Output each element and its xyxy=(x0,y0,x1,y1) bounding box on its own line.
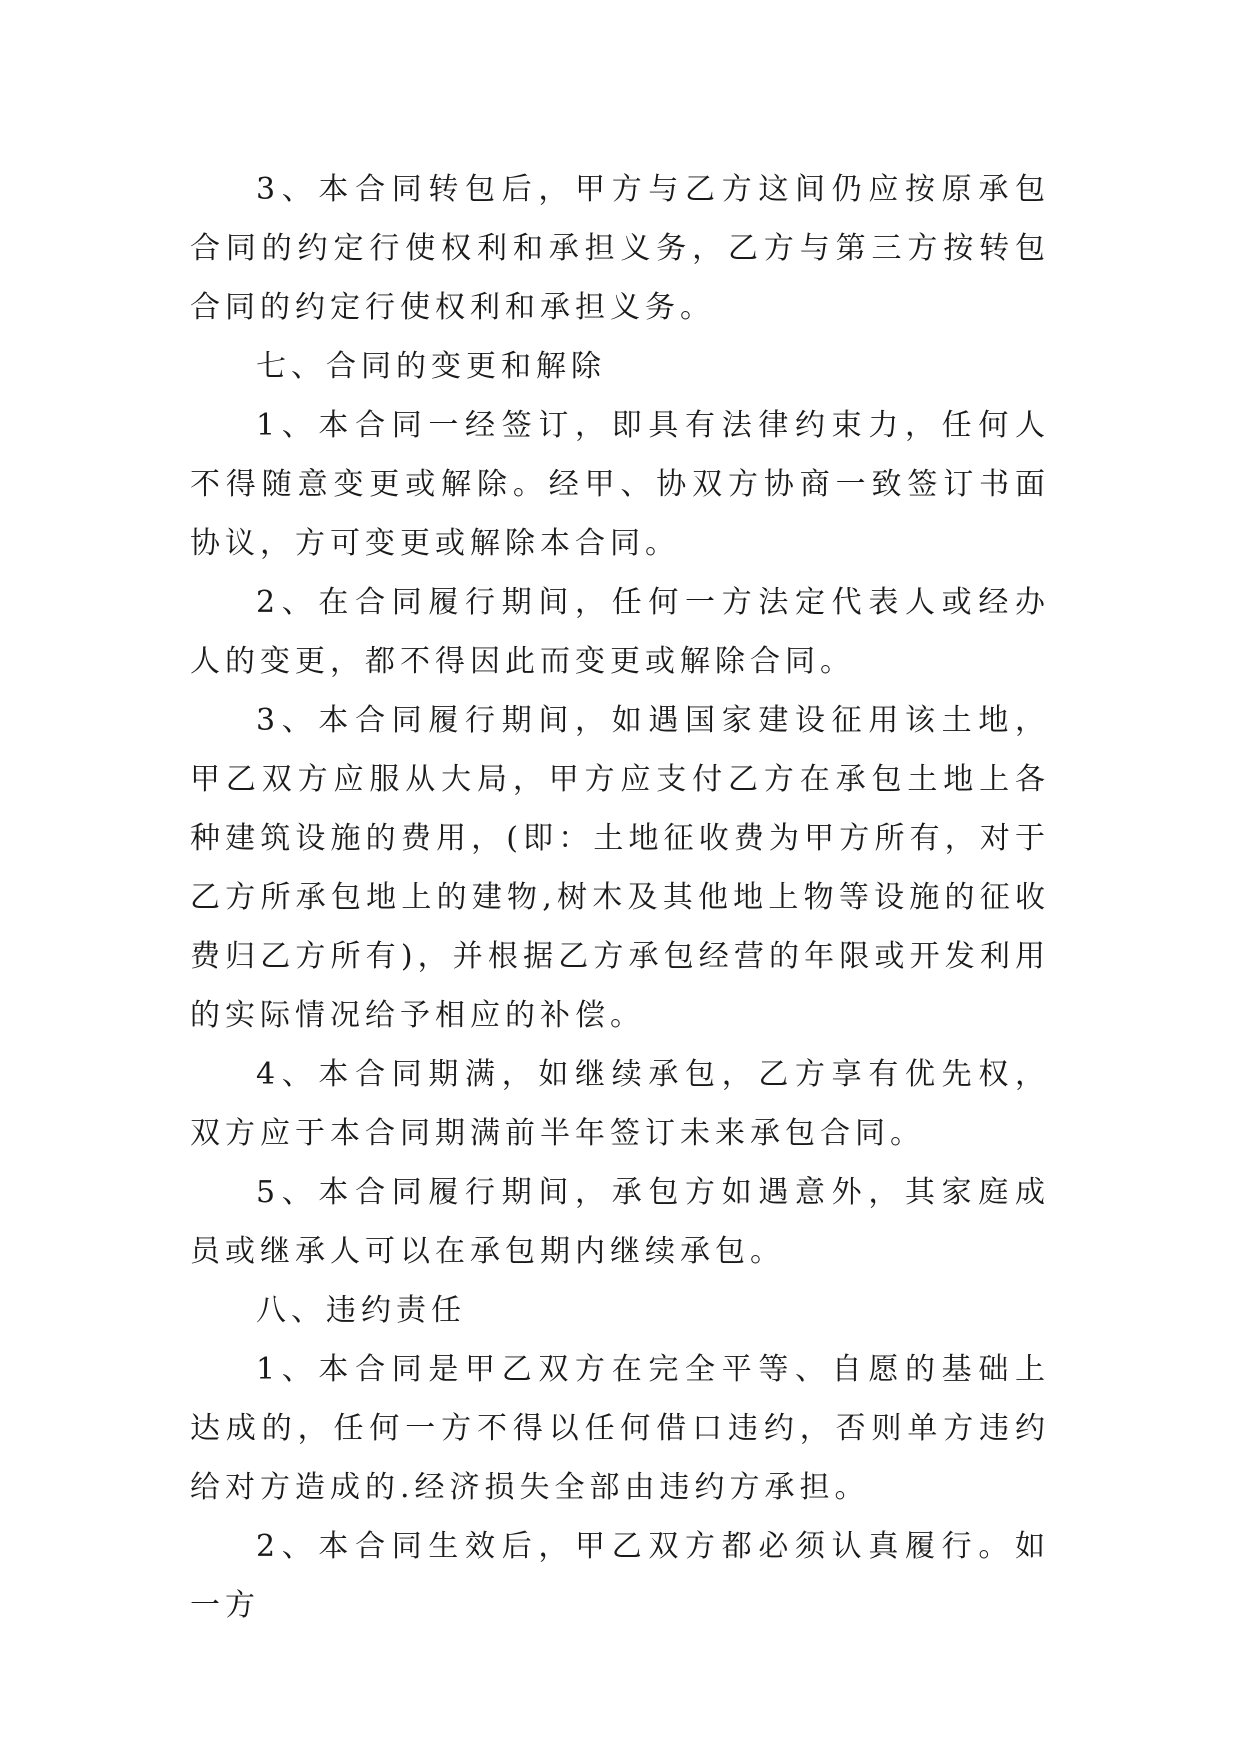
paragraph-change-clause-3: 3、本合同履行期间，如遇国家建设征用该土地，甲乙双方应服从大局，甲方应支付乙方在承包土地上各种建筑设施的费用，(即：土地征收费为甲方所有，对于乙方所承包地上的建物,树木及其他地上物等设施的征收费归乙方所有)，并根据乙方承包经营的年限或开发利用的实际情况给予相应的补偿。 xyxy=(190,703,1050,1033)
document-body xyxy=(190,160,1050,1635)
paragraph-change-clause-1: 1、本合同一经签订，即具有法律约束力，任何人不得随意变更或解除。经甲、协双方协商一致签订书面协议，方可变更或解除本合同。 xyxy=(190,408,1050,561)
paragraph-change-clause-5: 5、本合同履行期间，承包方如遇意外，其家庭成员或继承人可以在承包期内继续承包。 xyxy=(190,1175,1050,1269)
paragraph-change-clause-2: 2、在合同履行期间，任何一方法定代表人或经办人的变更，都不得因此而变更或解除合同。 xyxy=(190,585,1050,679)
paragraph-breach-clause-1: 1、本合同是甲乙双方在完全平等、自愿的基础上达成的，任何一方不得以任何借口违约，否则单方违约给对方造成的.经济损失全部由违约方承担。 xyxy=(190,1352,1050,1505)
paragraph-change-clause-4: 4、本合同期满，如继续承包，乙方享有优先权，双方应于本合同期满前半年签订未来承包合同。 xyxy=(190,1057,1050,1151)
paragraph-sublet-clause-3: 3、本合同转包后，甲方与乙方这间仍应按原承包合同的约定行使权利和承担义务，乙方与第三方按转包合同的约定行使权利和承担义务。 xyxy=(190,172,1050,325)
section-heading-contract-change: 七、合同的变更和解除 xyxy=(256,349,606,384)
paragraph-breach-clause-2: 2、本合同生效后，甲乙双方都必须认真履行。如一方 xyxy=(190,1529,1050,1623)
section-heading-breach-liability: 八、违约责任 xyxy=(256,1293,466,1328)
